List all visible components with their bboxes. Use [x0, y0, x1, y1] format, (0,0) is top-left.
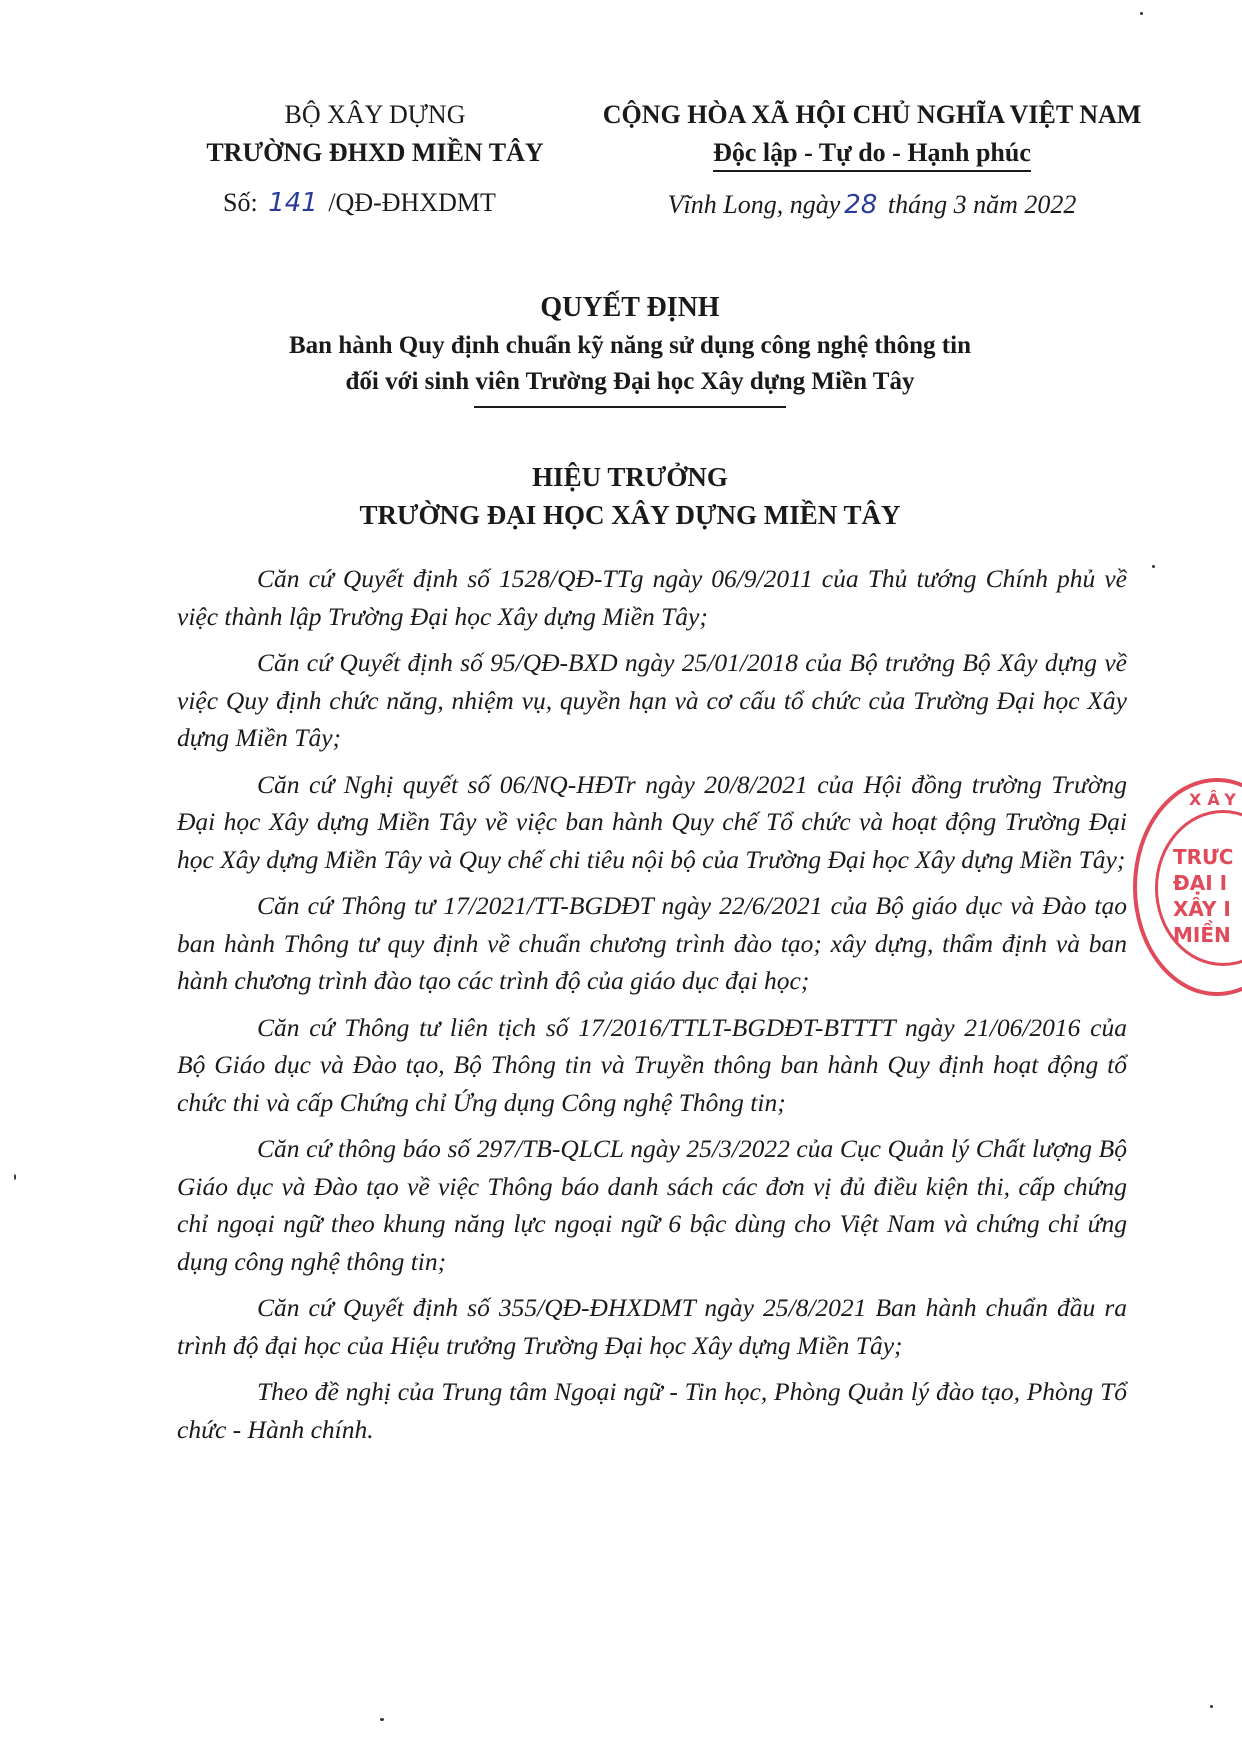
country-name: CỘNG HÒA XÃ HỘI CHỦ NGHĨA VIỆT NAM — [602, 100, 1142, 129]
issuing-authority-header — [175, 96, 575, 222]
basis-paragraph: Căn cứ Quyết định số 355/QĐ-ĐHXDMT ngày 25/8/2021 Ban hành chuẩn đầu ra trình độ đại học của Hiệu trưởng Trường Đại học Xây dựng Miền Tây; — [177, 1293, 1127, 1360]
legal-basis — [177, 560, 1127, 1457]
decision-title — [150, 288, 1110, 408]
title-underline — [474, 406, 786, 408]
basis-paragraph: Căn cứ Nghị quyết số 06/NQ-HĐTr ngày 20/8/2021 của Hội đồng trường Trường Đại học Xây dựng Miền Tây về việc ban hành Quy chế Tổ chức và hoạt động Trường Đại học Xây dựng Miền Tây và Quy chế chi tiêu nội bộ của Trường Đại học Xây dựng Miền Tây; — [177, 769, 1127, 874]
basis-paragraph: Căn cứ Thông tư 17/2021/TT-BGDĐT ngày 22/6/2021 của Bộ giáo dục và Đào tạo ban hành Thông tư quy định về chuẩn chương trình đào tạo; xây dựng, thẩm định và ban hành chương trình đào tạo các trình độ của giáo dục đại học; — [177, 891, 1127, 995]
stamp-center-text — [1173, 844, 1233, 948]
school-name: TRƯỜNG ĐHXD MIỀN TÂY — [206, 138, 544, 167]
place-date — [582, 186, 1162, 224]
national-header — [582, 96, 1162, 224]
basis-paragraph: Căn cứ Quyết định số 95/QĐ-BXD ngày 25/01/2018 của Bộ trưởng Bộ Xây dựng về việc Quy định chức năng, nhiệm vụ, quyền hạn và cơ cấu tổ chức của Trường Đại học Xây dựng Miền Tây; — [177, 648, 1127, 752]
handwritten-day: 28 — [844, 190, 878, 220]
scan-speck — [14, 1174, 16, 1180]
stamp-top-text: XÂY — [1189, 790, 1242, 809]
stamp-line: TRƯC — [1173, 845, 1234, 869]
authority-block — [150, 458, 1110, 534]
national-motto: Độc lập - Tự do - Hạnh phúc — [713, 137, 1031, 172]
basis-paragraph: Theo đề nghị của Trung tâm Ngoại ngữ - Tin học, Phòng Quản lý đào tạo, Phòng Tổ chức - Hành chính. — [177, 1377, 1127, 1444]
scan-speck — [1152, 565, 1155, 568]
number-prefix: Số: — [223, 188, 258, 217]
basis-paragraph: Căn cứ Thông tư liên tịch số 17/2016/TTLT-BGDĐT-BTTTT ngày 21/06/2016 của Bộ Giáo dục và Đào tạo, Bộ Thông tin và Truyền thông ban hành Quy định hoạt động tổ chức thi và cấp Chứng chỉ Ứng dụng Công nghệ Thông tin; — [177, 1012, 1127, 1117]
date-prefix: Vĩnh Long, ngày — [667, 190, 841, 219]
scan-speck — [380, 1718, 384, 1721]
scan-speck — [1140, 12, 1143, 15]
document-type: QUYẾT ĐỊNH — [540, 292, 720, 323]
number-suffix: /QĐ-ĐHXDMT — [328, 188, 496, 217]
authority-institution: TRƯỜNG ĐẠI HỌC XÂY DỰNG MIỀN TÂY — [359, 500, 901, 530]
scan-speck — [1210, 1705, 1213, 1708]
basis-paragraph: Căn cứ thông báo số 297/TB-QLCL ngày 25/3/2022 của Cục Quản lý Chất lượng Bộ Giáo dục và Đào tạo về việc Thông báo danh sách các đơn vị đủ điều kiện thi, cấp chứng chỉ ngoại ngữ theo khung năng lực ngoại ngữ 6 bậc dùng cho Việt Nam và chứng chỉ ứng dụng công nghệ thông tin; — [177, 1134, 1127, 1276]
date-suffix: tháng 3 năm 2022 — [887, 190, 1077, 219]
stamp-line: XÂY I — [1173, 897, 1231, 921]
red-seal-stamp — [1133, 778, 1242, 996]
stamp-line: MIỀN — [1173, 923, 1231, 947]
subject-line-1: Ban hành Quy định chuẩn kỹ năng sử dụng công nghệ thông tin — [289, 332, 971, 359]
document-number — [175, 184, 575, 222]
stamp-line: ĐẠI I — [1173, 871, 1228, 895]
stamp-inner-ring — [1155, 810, 1242, 966]
subject-line-2: đối với sinh viên Trường Đại học Xây dựng Miền Tây — [345, 368, 915, 395]
basis-paragraph: Căn cứ Quyết định số 1528/QĐ-TTg ngày 06/9/2011 của Thủ tướng Chính phủ về việc thành lập Trường Đại học Xây dựng Miền Tây; — [177, 564, 1127, 631]
authority-title: HIỆU TRƯỞNG — [532, 462, 728, 492]
ministry-name: BỘ XÂY DỰNG — [284, 100, 466, 129]
handwritten-number: 141 — [268, 188, 318, 218]
